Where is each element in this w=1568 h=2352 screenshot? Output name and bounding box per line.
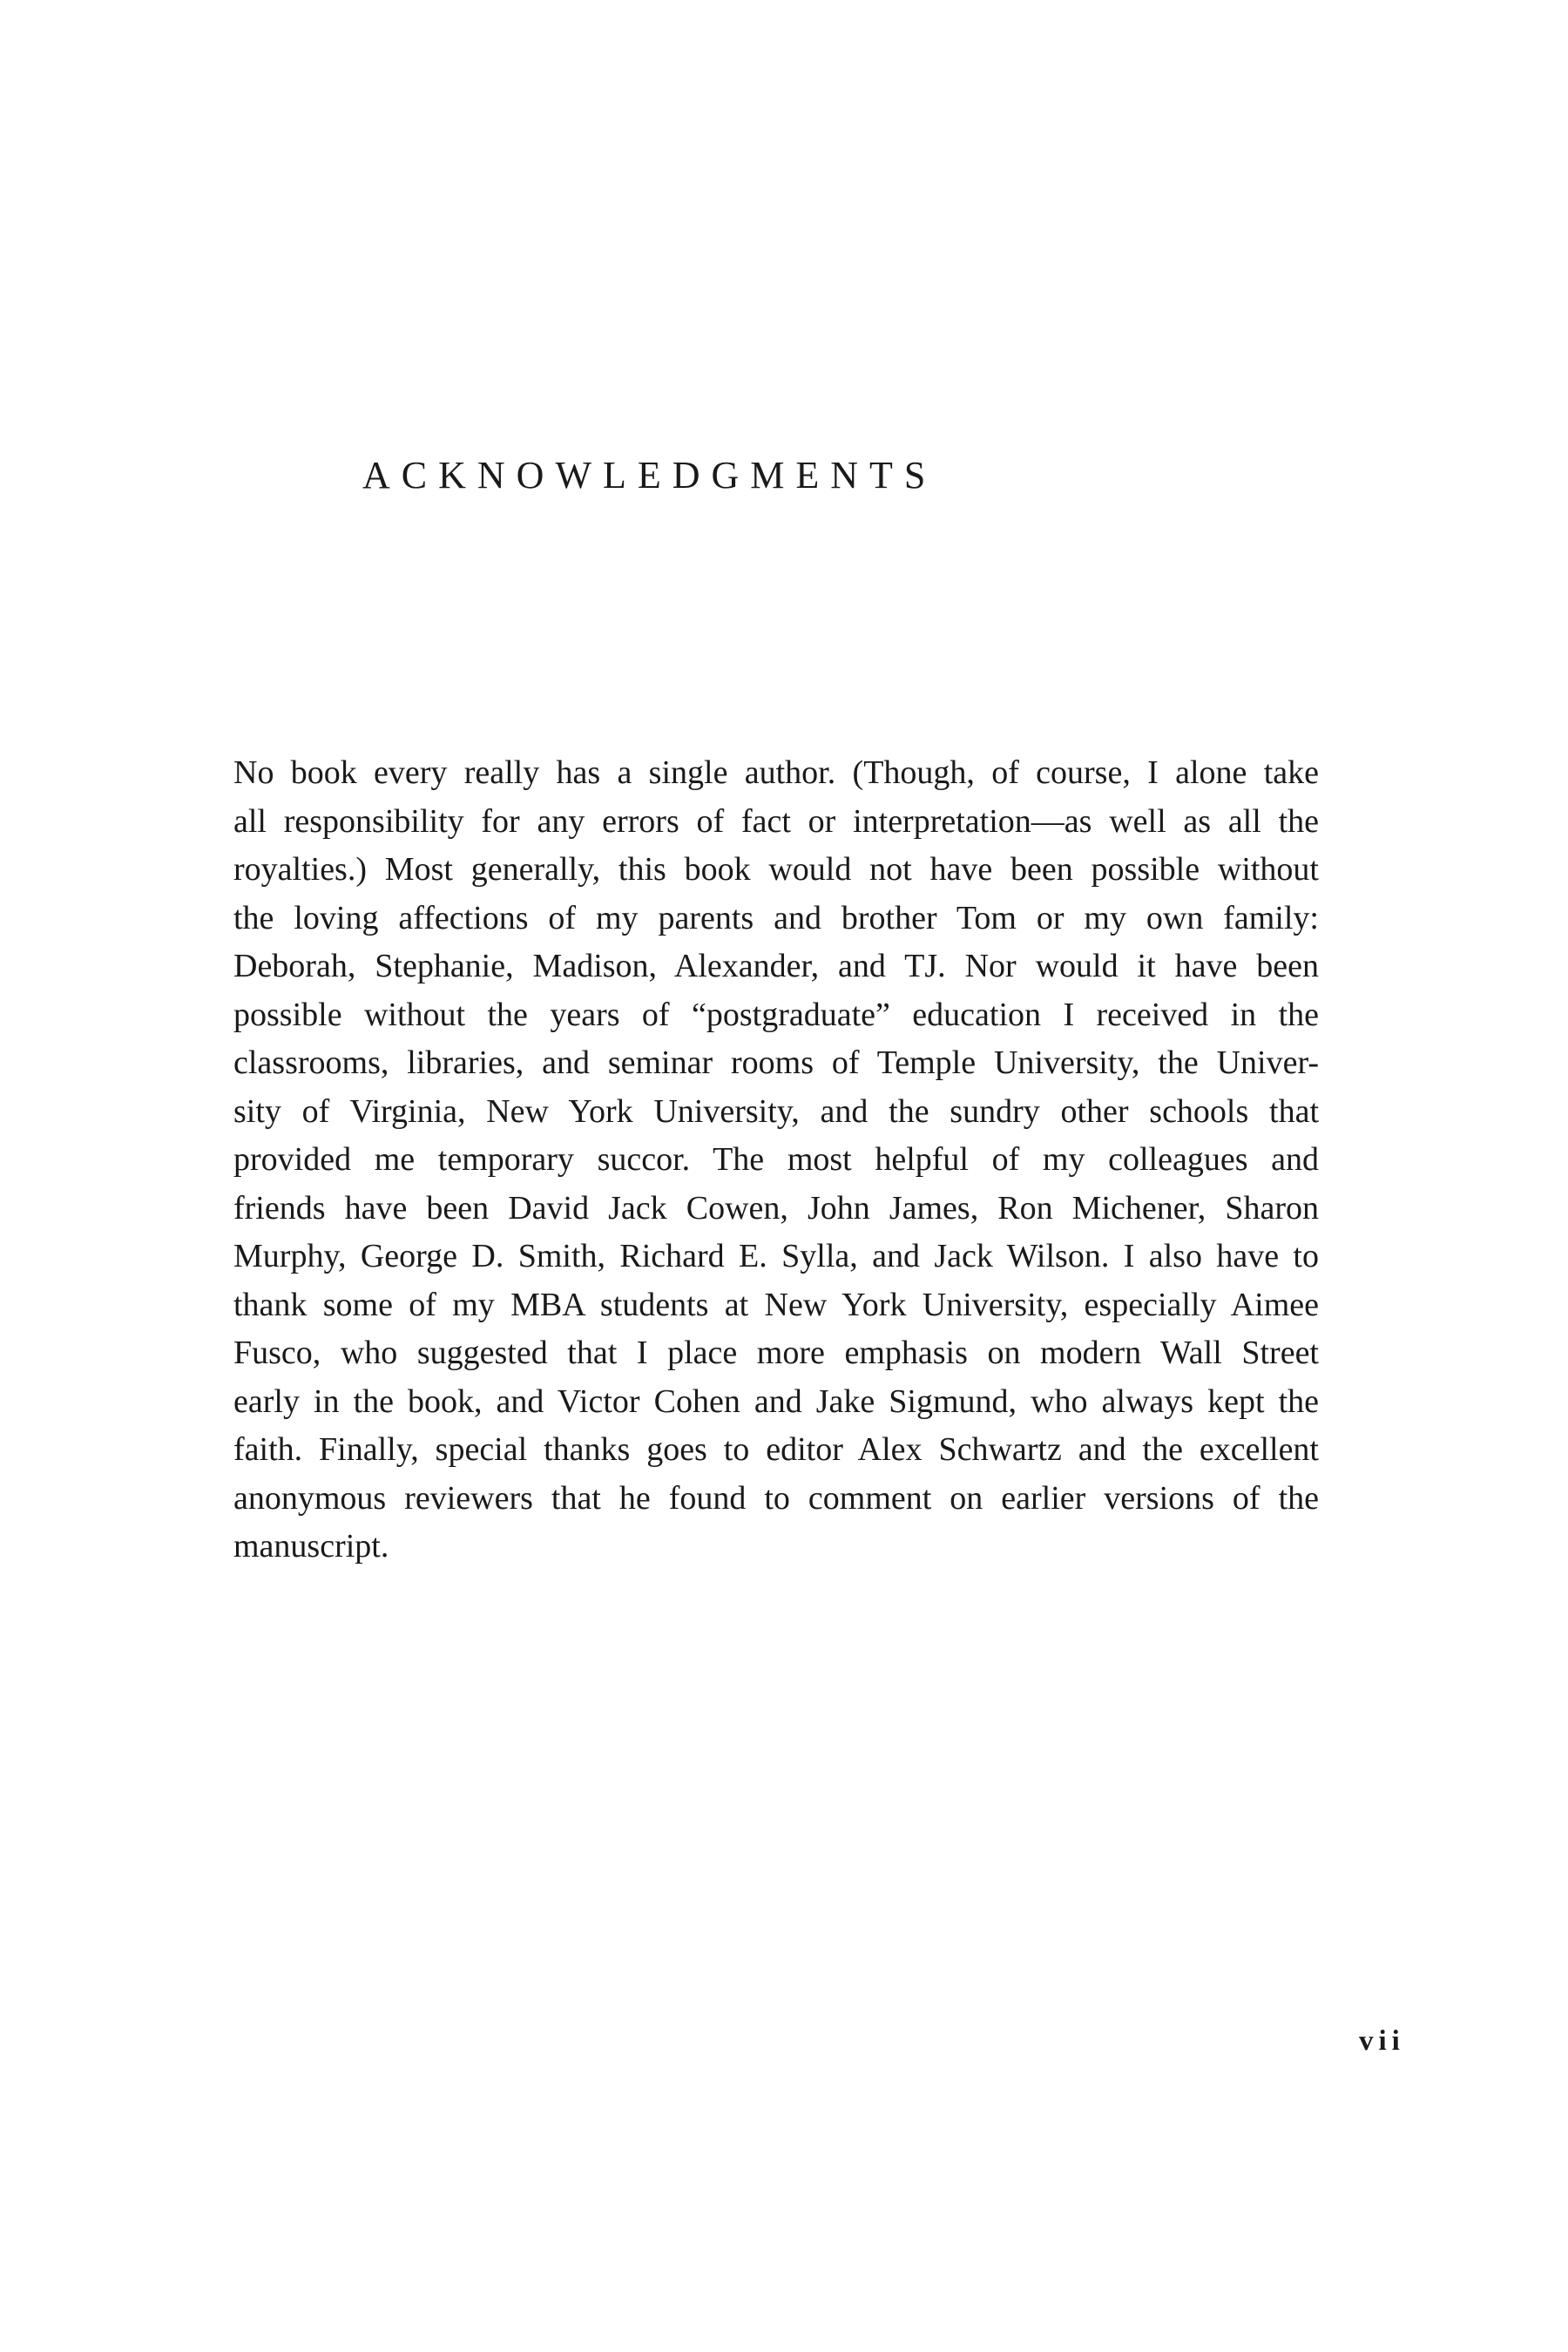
paragraph-line: Deborah, Stephanie, Madison, Alexander, and TJ. Nor would it have been [233,948,1319,984]
paragraph-line: all responsibility for any errors of fact or interpretation—as well as all the [233,802,1319,840]
paragraph-line: thank some of my MBA students at New York University, especially Aimee [233,1286,1319,1323]
acknowledgments-paragraph [233,749,1319,1571]
paragraph-line: Fusco, who suggested that I place more emphasis on modern Wall Street [233,1335,1319,1371]
paragraph-line: Murphy, George D. Smith, Richard E. Sylla, and Jack Wilson. I also have to [233,1238,1319,1274]
paragraph-line: faith. Finally, special thanks goes to editor Alex Schwartz and the excellent [233,1431,1319,1468]
paragraph-line: possible without the years of “postgraduate” education I received in the [233,996,1319,1033]
paragraph-line: classrooms, libraries, and seminar rooms of Temple University, the Univer- [233,1044,1319,1081]
paragraph-line: friends have been David Jack Cowen, John James, Ron Michener, Sharon [233,1189,1319,1227]
paragraph-line: provided me temporary succor. The most helpful of my colleagues and [233,1141,1319,1178]
paragraph-line: sity of Virginia, New York University, and the sundry other schools that [233,1092,1319,1130]
paragraph-line: the loving affections of my parents and brother Tom or my own family: [233,899,1319,936]
page-title: ACKNOWLEDGMENTS [362,454,937,497]
paragraph-line: manuscript. [233,1528,389,1565]
paragraph-line: anonymous reviewers that he found to comment on earlier versions of the [233,1479,1319,1517]
page-number: vii [1359,2025,1405,2057]
paragraph-line: royalties.) Most generally, this book would not have been possible without [233,851,1319,888]
paragraph-line: early in the book, and Victor Cohen and Jake Sigmund, who always kept the [233,1382,1319,1420]
paragraph-line: No book every really has a single author. (Though, of course, I alone take [233,754,1319,791]
